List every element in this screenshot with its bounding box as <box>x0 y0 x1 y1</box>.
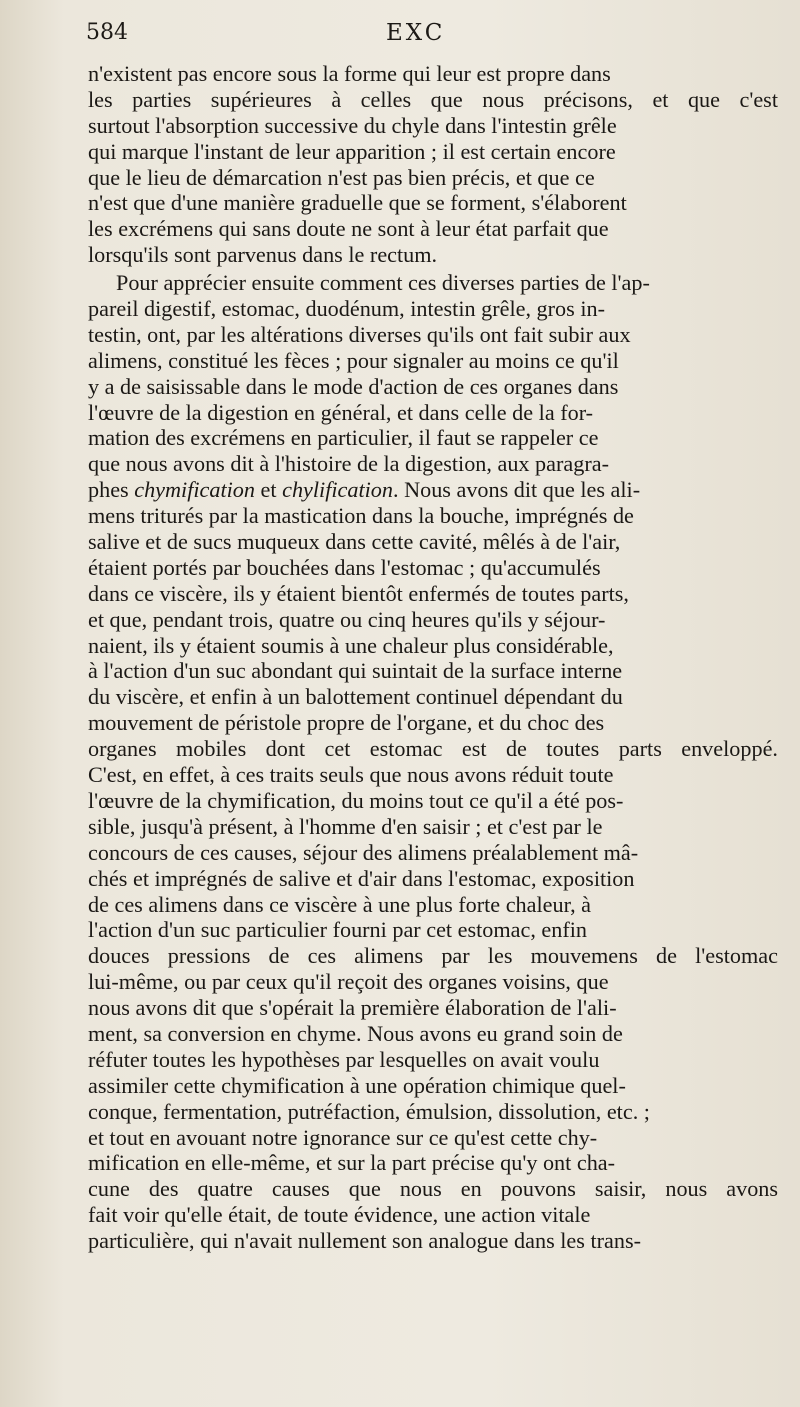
text-line-content: concours de ces causes, séjour des alimens préalablement mâ- <box>88 839 639 865</box>
text-line-content: organes mobiles dont cet estomac est de toutes parts enveloppé. <box>88 736 778 762</box>
page-header <box>86 20 750 60</box>
text-line <box>88 736 778 762</box>
text-line-content: lorsqu'ils sont parvenus dans le rectum. <box>88 242 438 268</box>
text-line <box>88 296 778 322</box>
text-line <box>88 242 778 268</box>
text-line-content: y a de saisissable dans le mode d'action de ces organes dans <box>88 373 619 399</box>
text-line <box>88 1150 778 1176</box>
paragraph <box>88 268 778 1254</box>
text-line <box>88 555 778 581</box>
text-line-content: assimiler cette chymification à une opération chimique quel- <box>88 1072 626 1098</box>
italic-term: chylification <box>282 477 393 503</box>
text-line-content: que le lieu de démarcation n'est pas bien précis, et que ce <box>88 164 595 190</box>
text-line <box>88 113 778 139</box>
text-line-content: surtout l'absorption successive du chyle dans l'intestin grêle <box>88 112 617 138</box>
text-line <box>88 348 778 374</box>
text-line <box>88 165 778 191</box>
text-line-content: sible, jusqu'à présent, à l'homme d'en saisir ; et c'est par le <box>88 813 603 839</box>
text-line <box>88 1099 778 1125</box>
text-line <box>88 87 778 113</box>
body-text <box>88 61 778 1254</box>
text-line-content: à l'action d'un suc abondant qui suintait de la surface interne <box>88 658 623 684</box>
text-line-content: pareil digestif, estomac, duodénum, intestin grêle, gros in- <box>88 296 605 322</box>
text-line-content: les excrémens qui sans doute ne sont à leur état parfait que <box>88 216 609 242</box>
text-line <box>88 374 778 400</box>
text-line <box>88 400 778 426</box>
text-line-content: réfuter toutes les hypothèses par lesquelles on avait voulu <box>88 1046 600 1072</box>
text-line <box>88 866 778 892</box>
text-line <box>88 969 778 995</box>
text-line <box>88 1202 778 1228</box>
text-line-content: testin, ont, par les altérations diverses qu'ils ont fait subir aux <box>88 321 631 347</box>
page-number: 584 <box>86 20 128 45</box>
text-line-content: douces pressions de ces alimens par les mouvemens de l'estomac <box>88 943 778 969</box>
text-line-content: ment, sa conversion en chyme. Nous avons eu grand soin de <box>88 1020 623 1046</box>
text-line <box>88 139 778 165</box>
text-line-content: mouvement de péristole propre de l'organe, et du choc des <box>88 710 605 736</box>
text-line-content: naient, ils y étaient soumis à une chaleur plus considérable, <box>88 632 614 658</box>
text-line <box>88 529 778 555</box>
text-line-content: et que, pendant trois, quatre ou cinq heures qu'ils y séjour- <box>88 606 606 632</box>
text-line <box>88 270 778 296</box>
text-line-content: lui-même, ou par ceux qu'il reçoit des organes voisins, que <box>88 969 609 995</box>
text-line-content: l'action d'un suc particulier fourni par cet estomac, enfin <box>88 917 588 943</box>
text-line <box>88 917 778 943</box>
text-line-content: conque, fermentation, putréfaction, émulsion, dissolution, etc. ; <box>88 1098 650 1124</box>
text-line-content: alimens, constitué les fèces ; pour signaler au moins ce qu'il <box>88 347 619 373</box>
italic-term: chymification <box>134 477 255 503</box>
text-line <box>88 814 778 840</box>
text-line <box>88 684 778 710</box>
text-line-content: l'œuvre de la chymification, du moins tout ce qu'il a été pos- <box>88 787 624 813</box>
text-line-content: de ces alimens dans ce viscère à une plus forte chaleur, à <box>88 891 592 917</box>
text-line <box>88 61 778 87</box>
text-line <box>88 216 778 242</box>
text-line <box>88 1073 778 1099</box>
paragraph <box>88 61 778 268</box>
text-line-content: particulière, qui n'avait nullement son analogue dans les trans- <box>88 1228 641 1254</box>
text-line-content: mification en elle-même, et sur la part précise qu'y ont cha- <box>88 1150 616 1176</box>
text-line <box>88 633 778 659</box>
text-line-content: les parties supérieures à celles que nous précisons, et que c'est <box>88 86 778 112</box>
text-line-content: cune des quatre causes que nous en pouvons saisir, nous avons <box>88 1176 779 1202</box>
text-line <box>88 1228 778 1254</box>
text-line-content: n'est que d'une manière graduelle que se forment, s'élaborent <box>88 190 627 216</box>
text-line <box>88 607 778 633</box>
text-line-content: C'est, en effet, à ces traits seuls que nous avons réduit toute <box>88 762 614 788</box>
text-line-content: qui marque l'instant de leur apparition ; il est certain encore <box>88 138 616 164</box>
text-line-content: fait voir qu'elle était, de toute évidence, une action vitale <box>88 1202 591 1228</box>
text-line <box>88 1176 778 1202</box>
text-line-content: nous avons dit que s'opérait la première élaboration de l'ali- <box>88 995 617 1021</box>
text-line-content: l'œuvre de la digestion en général, et dans celle de la for- <box>88 399 594 425</box>
text-line <box>88 1021 778 1047</box>
text-line <box>88 451 778 477</box>
text-line <box>88 581 778 607</box>
text-line-content: mation des excrémens en particulier, il faut se rappeler ce <box>88 425 599 451</box>
text-line <box>88 995 778 1021</box>
text-line-content: mens triturés par la mastication dans la bouche, imprégnés de <box>88 503 634 529</box>
text-line <box>88 658 778 684</box>
text-line <box>88 892 778 918</box>
text-line <box>88 190 778 216</box>
text-line-content: et tout en avouant notre ignorance sur ce qu'est cette chy- <box>88 1124 598 1150</box>
text-line <box>88 503 778 529</box>
text-line <box>88 762 778 788</box>
text-line <box>88 943 778 969</box>
text-line <box>88 1047 778 1073</box>
text-line-content: dans ce viscère, ils y étaient bientôt enfermés de toutes parts, <box>88 580 629 606</box>
text-line-content: chés et imprégnés de salive et d'air dans l'estomac, exposition <box>88 865 635 891</box>
running-head: EXC <box>386 20 446 46</box>
text-line-content: que nous avons dit à l'histoire de la digestion, aux paragra- <box>88 451 609 477</box>
text-line-content: n'existent pas encore sous la forme qui leur est propre dans <box>88 61 611 86</box>
text-line-content: étaient portés par bouchées dans l'estomac ; qu'accumulés <box>88 554 601 580</box>
text-line <box>88 840 778 866</box>
text-line-content: du viscère, et enfin à un balottement continuel dépendant du <box>88 684 623 710</box>
text-line <box>88 322 778 348</box>
text-line-content: Pour apprécier ensuite comment ces diverses parties de l'ap- <box>116 270 650 296</box>
text-line-content: salive et de sucs muqueux dans cette cavité, mêlés à de l'air, <box>88 529 621 555</box>
text-line <box>88 788 778 814</box>
text-line <box>88 1125 778 1151</box>
text-line-content: phes chymification et chylification. Nous avons dit que les ali- <box>88 477 641 503</box>
text-line <box>88 710 778 736</box>
text-line <box>88 477 778 503</box>
text-line <box>88 425 778 451</box>
